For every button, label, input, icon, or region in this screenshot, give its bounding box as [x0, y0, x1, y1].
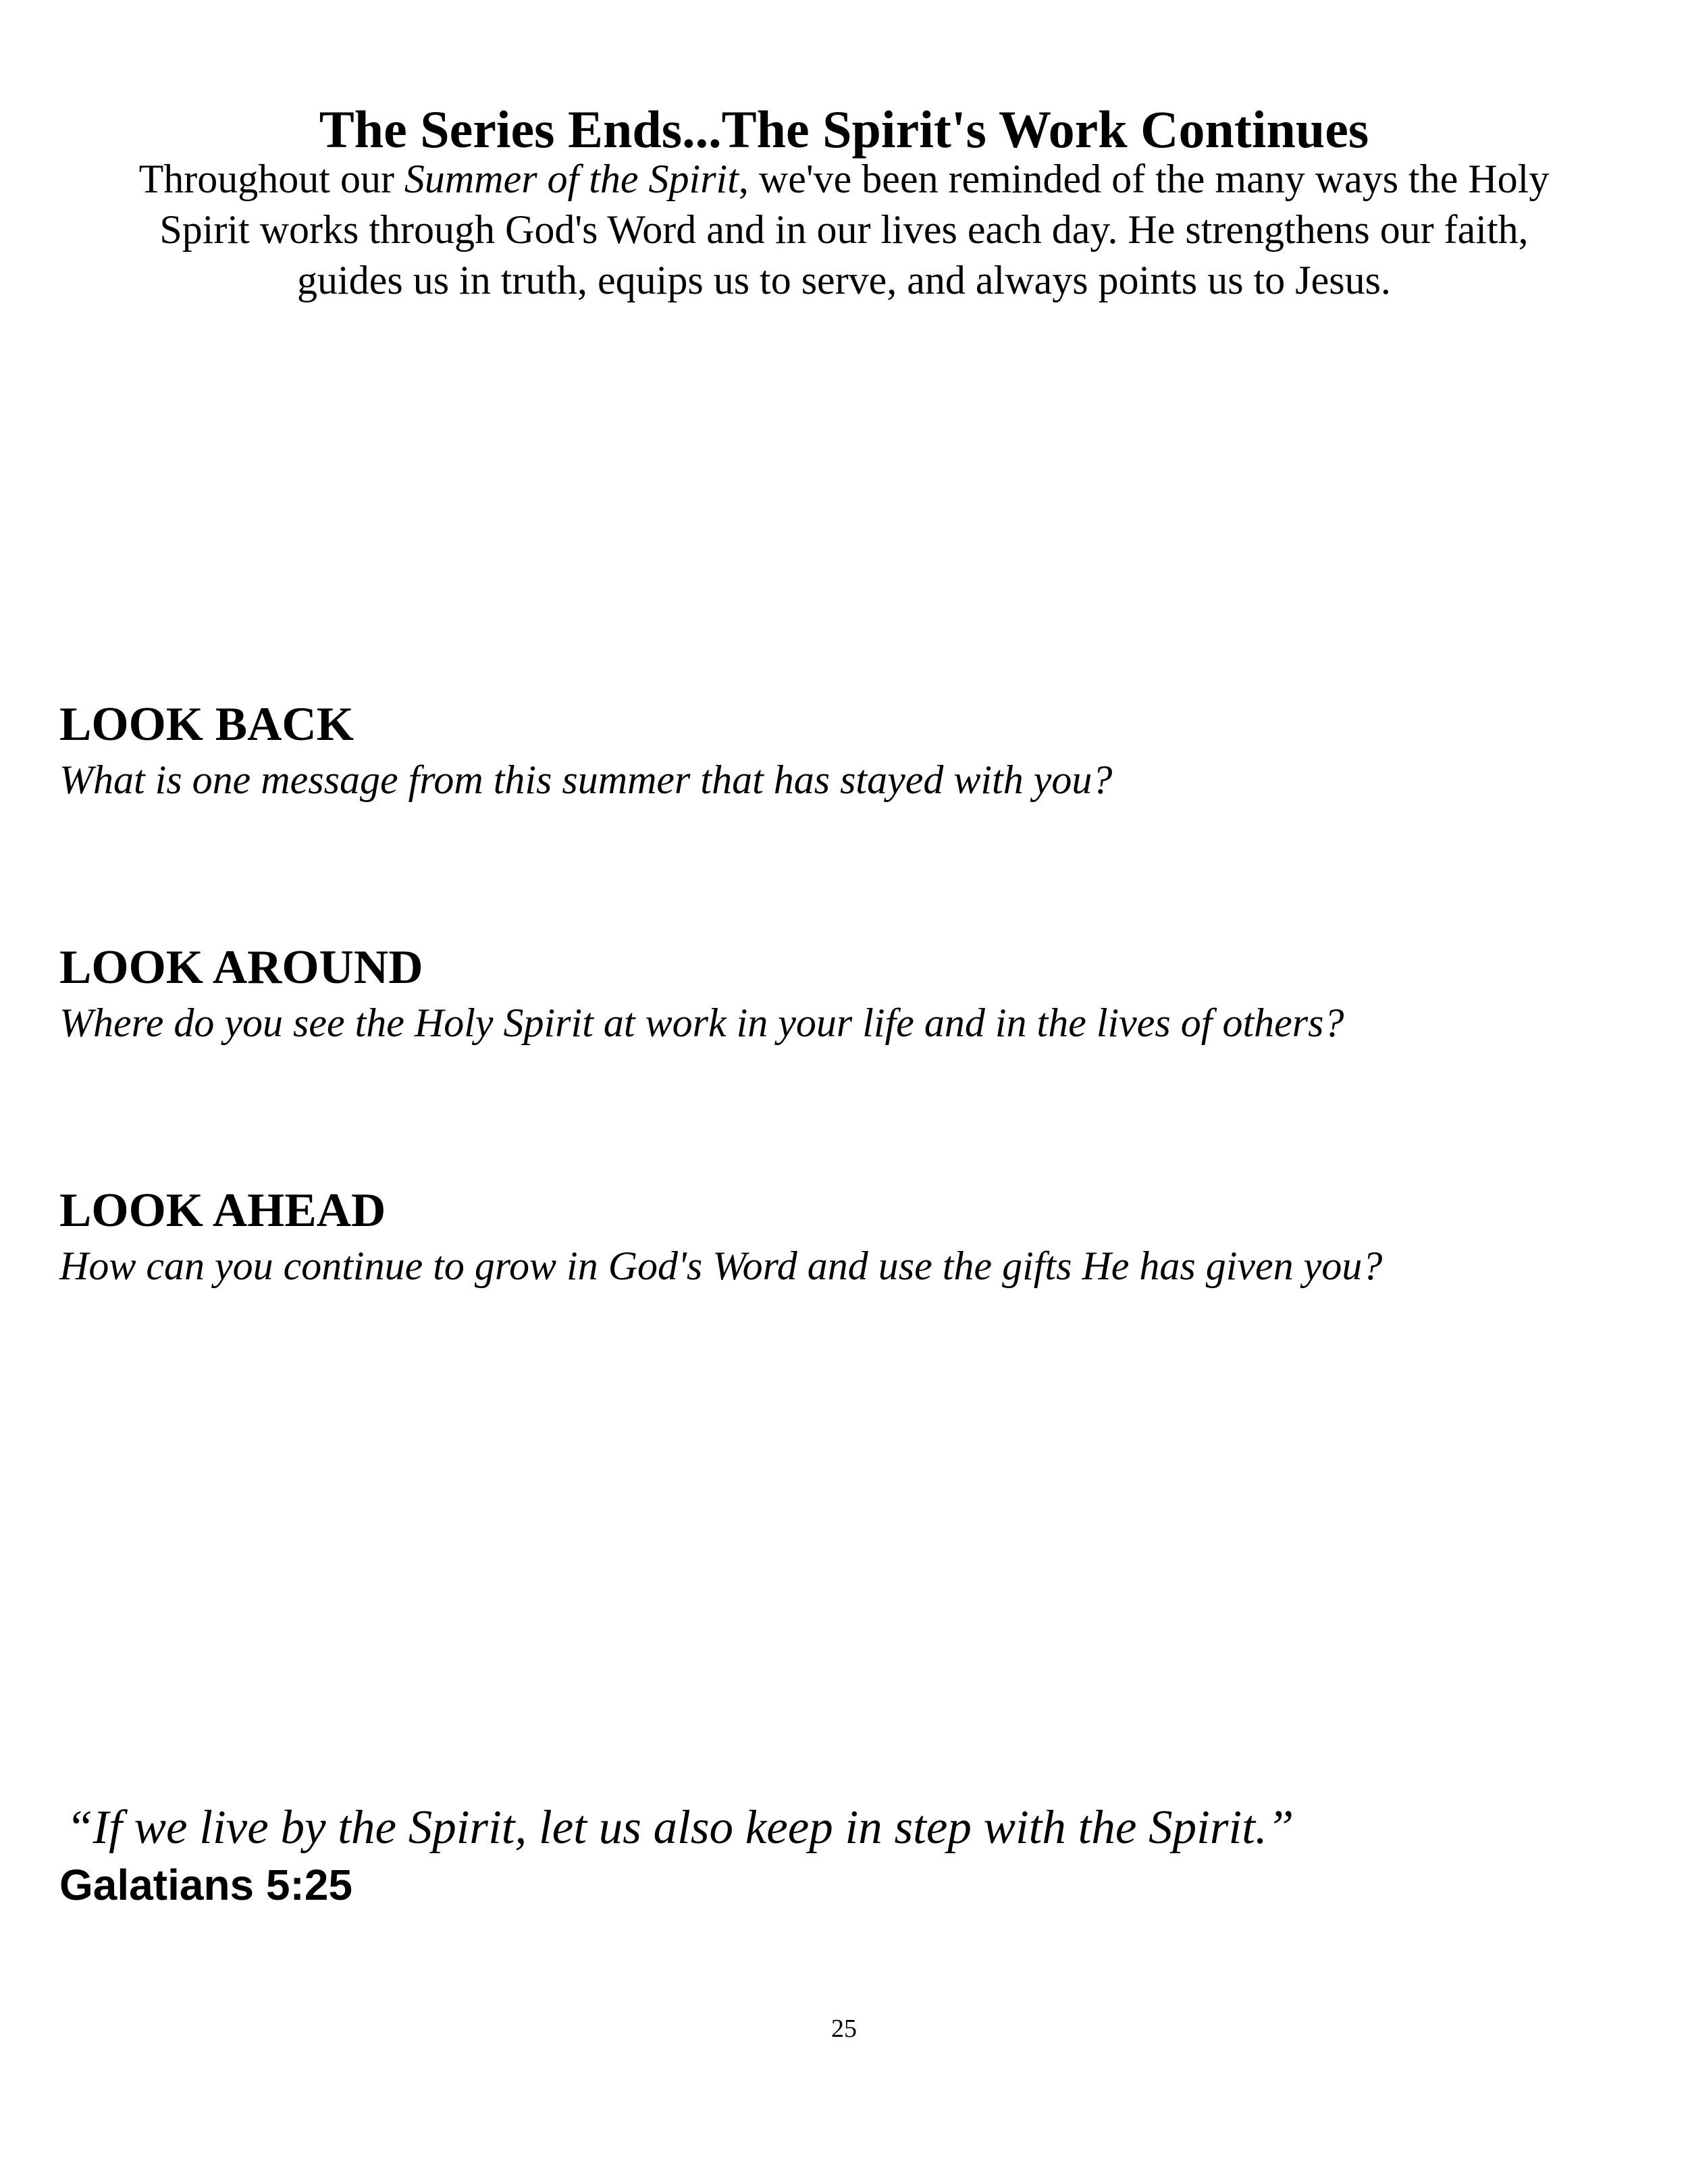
section-look-ahead	[59, 1180, 1666, 1291]
intro-line-1-suffix: , we've been reminded of the many ways the Holy	[738, 157, 1550, 201]
section-prompt: Where do you see the Holy Spirit at work in your life and in the lives of others?	[59, 1001, 1344, 1045]
section-prompt: How can you continue to grow in God's Word and use the gifts He has given you?	[59, 1244, 1383, 1288]
intro-line-1-prefix: Throughout our	[138, 157, 404, 201]
section-heading: LOOK AROUND	[59, 941, 423, 994]
scripture-reference: Galatians 5:25	[59, 1861, 352, 1909]
section-prompt: What is one message from this summer that has stayed with you?	[59, 757, 1113, 802]
page-title: The Series Ends...The Spirit's Work Continues	[319, 100, 1369, 159]
page-number: 25	[831, 2015, 857, 2043]
intro-paragraph	[41, 154, 1647, 306]
scripture-quote: “If we live by the Spirit, let us also keep in step with the Spirit.”	[66, 1801, 1294, 1854]
section-heading: LOOK AHEAD	[59, 1184, 386, 1237]
intro-line-2: Spirit works through God's Word and in our lives each day. He strengthens our faith,	[159, 207, 1529, 252]
section-look-back	[59, 694, 1666, 805]
section-look-around	[59, 937, 1666, 1048]
section-heading: LOOK BACK	[59, 698, 354, 751]
intro-line-1	[41, 154, 1647, 205]
scripture-block	[59, 1797, 1666, 1912]
series-name: Summer of the Spirit	[404, 157, 739, 201]
intro-line-3: guides us in truth, equips us to serve, and always points us to Jesus.	[297, 258, 1391, 302]
